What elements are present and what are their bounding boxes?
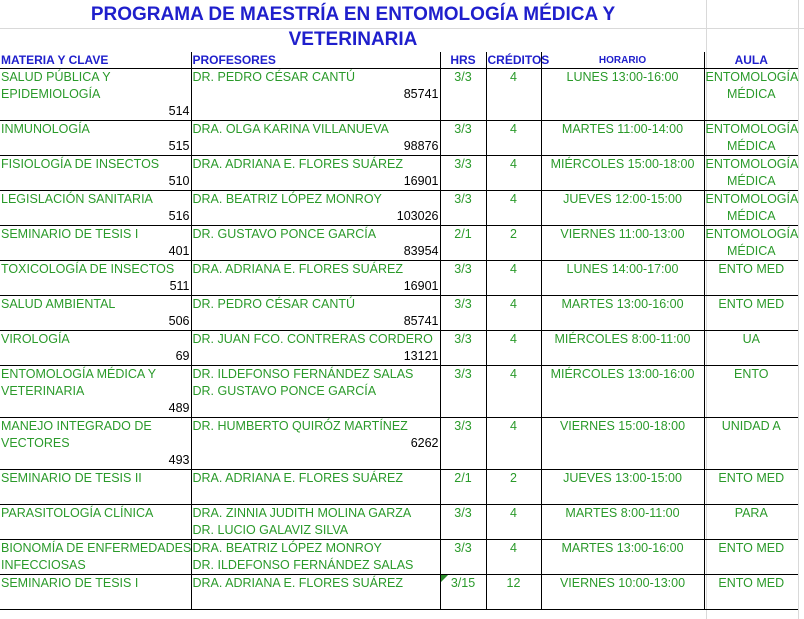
- horario-cell[interactable]: [541, 418, 704, 470]
- profesores-cell[interactable]: [191, 540, 440, 575]
- hrs-value: 3/3: [454, 70, 472, 84]
- profesor-numero: 85741: [403, 314, 439, 328]
- materia-name: SEMINARIO DE TESIS I: [1, 576, 139, 590]
- materia-name: SEMINARIO DE TESIS II: [1, 471, 142, 485]
- hrs-value: 2/1: [454, 227, 472, 241]
- materia-cell[interactable]: [0, 575, 191, 610]
- materia-clave: 515: [168, 139, 190, 153]
- materia-name: BIONOMÍA DE ENFERMEDADES: [1, 541, 192, 555]
- aula-value: ENTOMOLOGÍA: [705, 157, 799, 171]
- header-profesores[interactable]: PROFESORES: [191, 52, 440, 69]
- materia-cell[interactable]: [0, 540, 191, 575]
- creditos-cell[interactable]: [486, 121, 541, 156]
- hrs-value: 3/3: [454, 367, 472, 381]
- aula-cell[interactable]: [704, 226, 798, 261]
- aula-value: ENTOMOLOGÍA: [705, 227, 799, 241]
- hrs-cell[interactable]: [440, 226, 486, 261]
- creditos-value: 12: [506, 576, 521, 590]
- materia-clave: 493: [168, 453, 190, 467]
- profesores-cell[interactable]: [191, 226, 440, 261]
- materia-name: PARASITOLOGÍA CLÍNICA: [1, 506, 154, 520]
- horario-value: LUNES 13:00-16:00: [566, 70, 679, 84]
- profesores-cell[interactable]: [191, 418, 440, 470]
- aula-value: ENTOMOLOGÍA: [705, 122, 799, 136]
- aula-cell[interactable]: [704, 366, 798, 418]
- profesor-numero: 103026: [396, 209, 439, 223]
- profesor-numero: 6262: [410, 436, 439, 450]
- materia-name: VECTORES: [1, 436, 70, 450]
- materia-cell[interactable]: [0, 226, 191, 261]
- profesor-name: DRA. BEATRIZ LÓPEZ MONROY: [192, 541, 382, 555]
- aula-cell[interactable]: [704, 261, 798, 296]
- table-row: [0, 226, 798, 261]
- gridline: [798, 0, 799, 619]
- horario-cell[interactable]: [541, 69, 704, 121]
- blank-line: [1, 592, 190, 609]
- horario-cell[interactable]: [541, 366, 704, 418]
- aula-value: ENTO: [734, 367, 769, 381]
- profesor-numero: 98876: [403, 139, 439, 153]
- hrs-value: 3/3: [454, 419, 472, 433]
- creditos-value: 2: [510, 471, 517, 485]
- error-indicator-icon: [441, 575, 448, 582]
- materia-name: SEMINARIO DE TESIS I: [1, 227, 139, 241]
- horario-value: MIÉRCOLES 13:00-16:00: [550, 367, 695, 381]
- table-row: [0, 296, 798, 331]
- aula-cell[interactable]: [704, 69, 798, 121]
- materia-name: FISIOLOGÍA DE INSECTOS: [1, 157, 160, 171]
- profesores-cell[interactable]: [191, 69, 440, 121]
- profesores-cell[interactable]: [191, 470, 440, 505]
- profesor-name: DR. GUSTAVO PONCE GARCÍA: [192, 227, 377, 241]
- materia-cell[interactable]: [0, 418, 191, 470]
- hrs-cell[interactable]: [440, 121, 486, 156]
- profesor-name: DR. ILDEFONSO FERNÁNDEZ SALAS: [192, 367, 414, 381]
- materia-cell[interactable]: [0, 366, 191, 418]
- materia-name: TOXICOLOGÍA DE INSECTOS: [1, 262, 175, 276]
- creditos-value: 4: [510, 541, 517, 555]
- profesor-name: DR. GUSTAVO PONCE GARCÍA: [192, 384, 377, 398]
- table-row: [0, 470, 798, 505]
- hrs-cell[interactable]: [440, 470, 486, 505]
- materia-name: VIROLOGÍA: [1, 332, 70, 346]
- horario-value: LUNES 14:00-17:00: [566, 262, 679, 276]
- creditos-value: 4: [510, 367, 517, 381]
- materia-name: ENTOMOLOGÍA MÉDICA Y: [1, 367, 157, 381]
- blank-line: [193, 103, 439, 120]
- blank-line: [193, 592, 439, 609]
- hrs-cell[interactable]: [440, 366, 486, 418]
- header-row: [0, 52, 798, 69]
- horario-value: VIERNES 10:00-13:00: [559, 576, 686, 590]
- horario-value: MIÉRCOLES 15:00-18:00: [550, 157, 695, 171]
- materia-name: EPIDEMIOLOGÍA: [1, 87, 101, 101]
- table-row: [0, 505, 798, 540]
- table-row: [0, 191, 798, 226]
- hrs-value: 3/3: [454, 541, 472, 555]
- creditos-cell[interactable]: [486, 540, 541, 575]
- horario-cell[interactable]: [541, 540, 704, 575]
- profesor-name: DR. JUAN FCO. CONTRERAS CORDERO: [192, 332, 433, 346]
- table-row: [0, 418, 798, 470]
- materia-cell[interactable]: [0, 470, 191, 505]
- profesores-cell[interactable]: [191, 296, 440, 331]
- materia-name: INMUNOLOGÍA: [1, 122, 90, 136]
- blank-line: [1, 522, 190, 539]
- aula-cell[interactable]: [704, 121, 798, 156]
- header-aula[interactable]: AULA: [704, 52, 798, 69]
- materia-name: MANEJO INTEGRADO DE: [1, 419, 152, 433]
- aula-value: MÉDICA: [726, 87, 776, 101]
- profesor-name: DR. HUMBERTO QUIRÓZ MARTÍNEZ: [192, 419, 408, 433]
- hrs-value: 3/3: [454, 506, 472, 520]
- aula-value: UNIDAD A: [721, 419, 781, 433]
- horario-value: VIERNES 15:00-18:00: [559, 419, 686, 433]
- profesor-name: DRA. ZINNIA JUDITH MOLINA GARZA: [192, 506, 412, 520]
- hrs-value: 2/1: [454, 471, 472, 485]
- horario-value: MARTES 13:00-16:00: [561, 297, 684, 311]
- creditos-cell[interactable]: [486, 296, 541, 331]
- creditos-value: 4: [510, 192, 517, 206]
- materia-clave: 69: [175, 349, 190, 363]
- aula-value: ENTO MED: [718, 297, 785, 311]
- hrs-cell[interactable]: [440, 540, 486, 575]
- blank-line: [193, 400, 439, 417]
- profesores-cell[interactable]: [191, 191, 440, 226]
- creditos-cell[interactable]: [486, 366, 541, 418]
- profesor-name: DRA. ADRIANA E. FLORES SUÁREZ: [192, 471, 403, 485]
- hrs-cell[interactable]: [440, 261, 486, 296]
- table-row: [0, 540, 798, 575]
- creditos-value: 4: [510, 262, 517, 276]
- horario-value: JUEVES 12:00-15:00: [563, 192, 682, 206]
- blank-line: [193, 452, 439, 469]
- horario-value: MARTES 11:00-14:00: [561, 122, 684, 136]
- materia-cell[interactable]: [0, 261, 191, 296]
- materia-name: INFECCIOSAS: [1, 558, 86, 572]
- creditos-value: 4: [510, 122, 517, 136]
- table-row: [0, 156, 798, 191]
- table-row: [0, 331, 798, 366]
- hrs-value: 3/3: [454, 262, 472, 276]
- creditos-cell[interactable]: [486, 505, 541, 540]
- aula-cell[interactable]: [704, 470, 798, 505]
- header-creditos[interactable]: CRÉDITOS: [487, 53, 550, 67]
- creditos-cell[interactable]: [486, 470, 541, 505]
- table-row: [0, 69, 798, 121]
- profesores-cell[interactable]: [191, 121, 440, 156]
- hrs-cell[interactable]: [440, 296, 486, 331]
- materia-name: VETERINARIA: [1, 384, 85, 398]
- creditos-value: 4: [510, 157, 517, 171]
- materia-name: LEGISLACIÓN SANITARIA: [1, 192, 153, 206]
- materia-clave: 489: [168, 401, 190, 415]
- horario-cell[interactable]: [541, 156, 704, 191]
- horario-value: JUEVES 13:00-15:00: [563, 471, 682, 485]
- horario-cell[interactable]: [541, 226, 704, 261]
- table-row: [0, 121, 798, 156]
- profesores-cell[interactable]: [191, 505, 440, 540]
- aula-cell[interactable]: [704, 296, 798, 331]
- horario-value: MARTES 8:00-11:00: [565, 506, 680, 520]
- hrs-value: 3/15: [450, 576, 476, 590]
- aula-cell[interactable]: [704, 331, 798, 366]
- materia-clave: 511: [169, 279, 190, 293]
- aula-cell[interactable]: [704, 156, 798, 191]
- aula-value: MÉDICA: [726, 139, 776, 153]
- materia-clave: 514: [168, 104, 190, 118]
- materia-clave: 516: [168, 209, 190, 223]
- horario-cell[interactable]: [541, 121, 704, 156]
- aula-value: MÉDICA: [726, 209, 776, 223]
- profesores-cell[interactable]: [191, 261, 440, 296]
- profesor-name: DRA. ADRIANA E. FLORES SUÁREZ: [192, 576, 403, 590]
- hrs-cell[interactable]: [440, 69, 486, 121]
- aula-cell[interactable]: [704, 191, 798, 226]
- creditos-cell[interactable]: [486, 226, 541, 261]
- materia-name: SALUD AMBIENTAL: [1, 297, 116, 311]
- profesor-numero: 16901: [403, 174, 439, 188]
- profesor-name: DRA. BEATRIZ LÓPEZ MONROY: [192, 192, 382, 206]
- creditos-cell[interactable]: [486, 418, 541, 470]
- horario-cell[interactable]: [541, 261, 704, 296]
- aula-value: ENTO MED: [718, 541, 785, 555]
- aula-value: MÉDICA: [726, 174, 776, 188]
- aula-value: ENTOMOLOGÍA: [705, 70, 799, 84]
- profesor-name: DR. LUCIO GALAVIZ SILVA: [192, 523, 349, 537]
- materia-name: SALUD PÚBLICA Y: [1, 70, 111, 84]
- profesor-name: DR. ILDEFONSO FERNÁNDEZ SALAS: [192, 558, 414, 572]
- profesor-name: DRA. ADRIANA E. FLORES SUÁREZ: [192, 262, 403, 276]
- horario-value: MARTES 13:00-16:00: [561, 541, 684, 555]
- creditos-cell[interactable]: [486, 575, 541, 610]
- profesores-cell[interactable]: [191, 366, 440, 418]
- materia-clave: 401: [168, 244, 190, 258]
- blank-line: [193, 487, 439, 504]
- aula-cell[interactable]: [704, 540, 798, 575]
- profesor-name: DRA. ADRIANA E. FLORES SUÁREZ: [192, 157, 403, 171]
- materia-cell[interactable]: [0, 296, 191, 331]
- hrs-cell[interactable]: [440, 418, 486, 470]
- horario-cell[interactable]: [541, 470, 704, 505]
- materia-cell[interactable]: [0, 121, 191, 156]
- creditos-value: 4: [510, 70, 517, 84]
- aula-cell[interactable]: [704, 575, 798, 610]
- header-materia[interactable]: MATERIA Y CLAVE: [0, 52, 191, 69]
- materia-cell[interactable]: [0, 156, 191, 191]
- creditos-cell[interactable]: [486, 261, 541, 296]
- hrs-value: 3/3: [454, 157, 472, 171]
- materia-cell[interactable]: [0, 69, 191, 121]
- course-table: [0, 52, 798, 610]
- creditos-value: 4: [510, 297, 517, 311]
- aula-value: ENTO MED: [718, 576, 785, 590]
- profesor-numero: 16901: [403, 279, 439, 293]
- aula-value: ENTO MED: [718, 262, 785, 276]
- hrs-value: 3/3: [454, 297, 472, 311]
- hrs-cell[interactable]: [440, 505, 486, 540]
- page-title-line2: VETERINARIA: [288, 29, 418, 50]
- hrs-value: 3/3: [454, 332, 472, 346]
- horario-value: MIÉRCOLES 8:00-11:00: [554, 332, 691, 346]
- profesor-numero: 83954: [403, 244, 439, 258]
- table-row: [0, 261, 798, 296]
- creditos-cell[interactable]: [486, 331, 541, 366]
- aula-value: UA: [742, 332, 760, 346]
- creditos-value: 4: [510, 332, 517, 346]
- materia-clave: 506: [168, 314, 190, 328]
- materia-clave: 510: [168, 174, 190, 188]
- creditos-value: 2: [510, 227, 517, 241]
- creditos-value: 4: [510, 419, 517, 433]
- creditos-cell[interactable]: [486, 156, 541, 191]
- page-title: PROGRAMA DE MAESTRÍA EN ENTOMOLOGÍA MÉDICA Y: [90, 4, 616, 25]
- hrs-value: 3/3: [454, 122, 472, 136]
- horario-cell[interactable]: [541, 296, 704, 331]
- aula-cell[interactable]: [704, 505, 798, 540]
- header-hrs[interactable]: HRS: [440, 52, 486, 69]
- horario-cell[interactable]: [541, 191, 704, 226]
- horario-cell[interactable]: [541, 575, 704, 610]
- profesores-cell[interactable]: [191, 575, 440, 610]
- hrs-cell[interactable]: [440, 575, 486, 610]
- aula-cell[interactable]: [704, 418, 798, 470]
- creditos-cell[interactable]: [486, 69, 541, 121]
- hrs-cell[interactable]: [440, 156, 486, 191]
- profesor-name: DRA. OLGA KARINA VILLANUEVA: [192, 122, 389, 136]
- creditos-value: 4: [510, 506, 517, 520]
- profesor-name: DR. PEDRO CÉSAR CANTÚ: [192, 70, 356, 84]
- horario-cell[interactable]: [541, 331, 704, 366]
- hrs-value: 3/3: [454, 192, 472, 206]
- aula-value: ENTOMOLOGÍA: [705, 192, 799, 206]
- aula-value: PARA: [734, 506, 768, 520]
- table-row: [0, 575, 798, 610]
- aula-value: MÉDICA: [726, 244, 776, 258]
- table-row: [0, 366, 798, 418]
- materia-cell[interactable]: [0, 191, 191, 226]
- horario-value: VIERNES 11:00-13:00: [560, 227, 685, 241]
- header-horario[interactable]: HORARIO: [541, 52, 704, 69]
- materia-cell[interactable]: [0, 505, 191, 540]
- profesores-cell[interactable]: [191, 156, 440, 191]
- blank-line: [1, 487, 190, 504]
- hrs-cell[interactable]: [440, 331, 486, 366]
- creditos-cell[interactable]: [486, 191, 541, 226]
- horario-cell[interactable]: [541, 505, 704, 540]
- aula-value: ENTO MED: [718, 471, 785, 485]
- profesores-cell[interactable]: [191, 331, 440, 366]
- profesor-name: DR. PEDRO CÉSAR CANTÚ: [192, 297, 356, 311]
- profesor-numero: 13121: [403, 349, 439, 363]
- hrs-cell[interactable]: [440, 191, 486, 226]
- materia-cell[interactable]: [0, 331, 191, 366]
- profesor-numero: 85741: [403, 87, 439, 101]
